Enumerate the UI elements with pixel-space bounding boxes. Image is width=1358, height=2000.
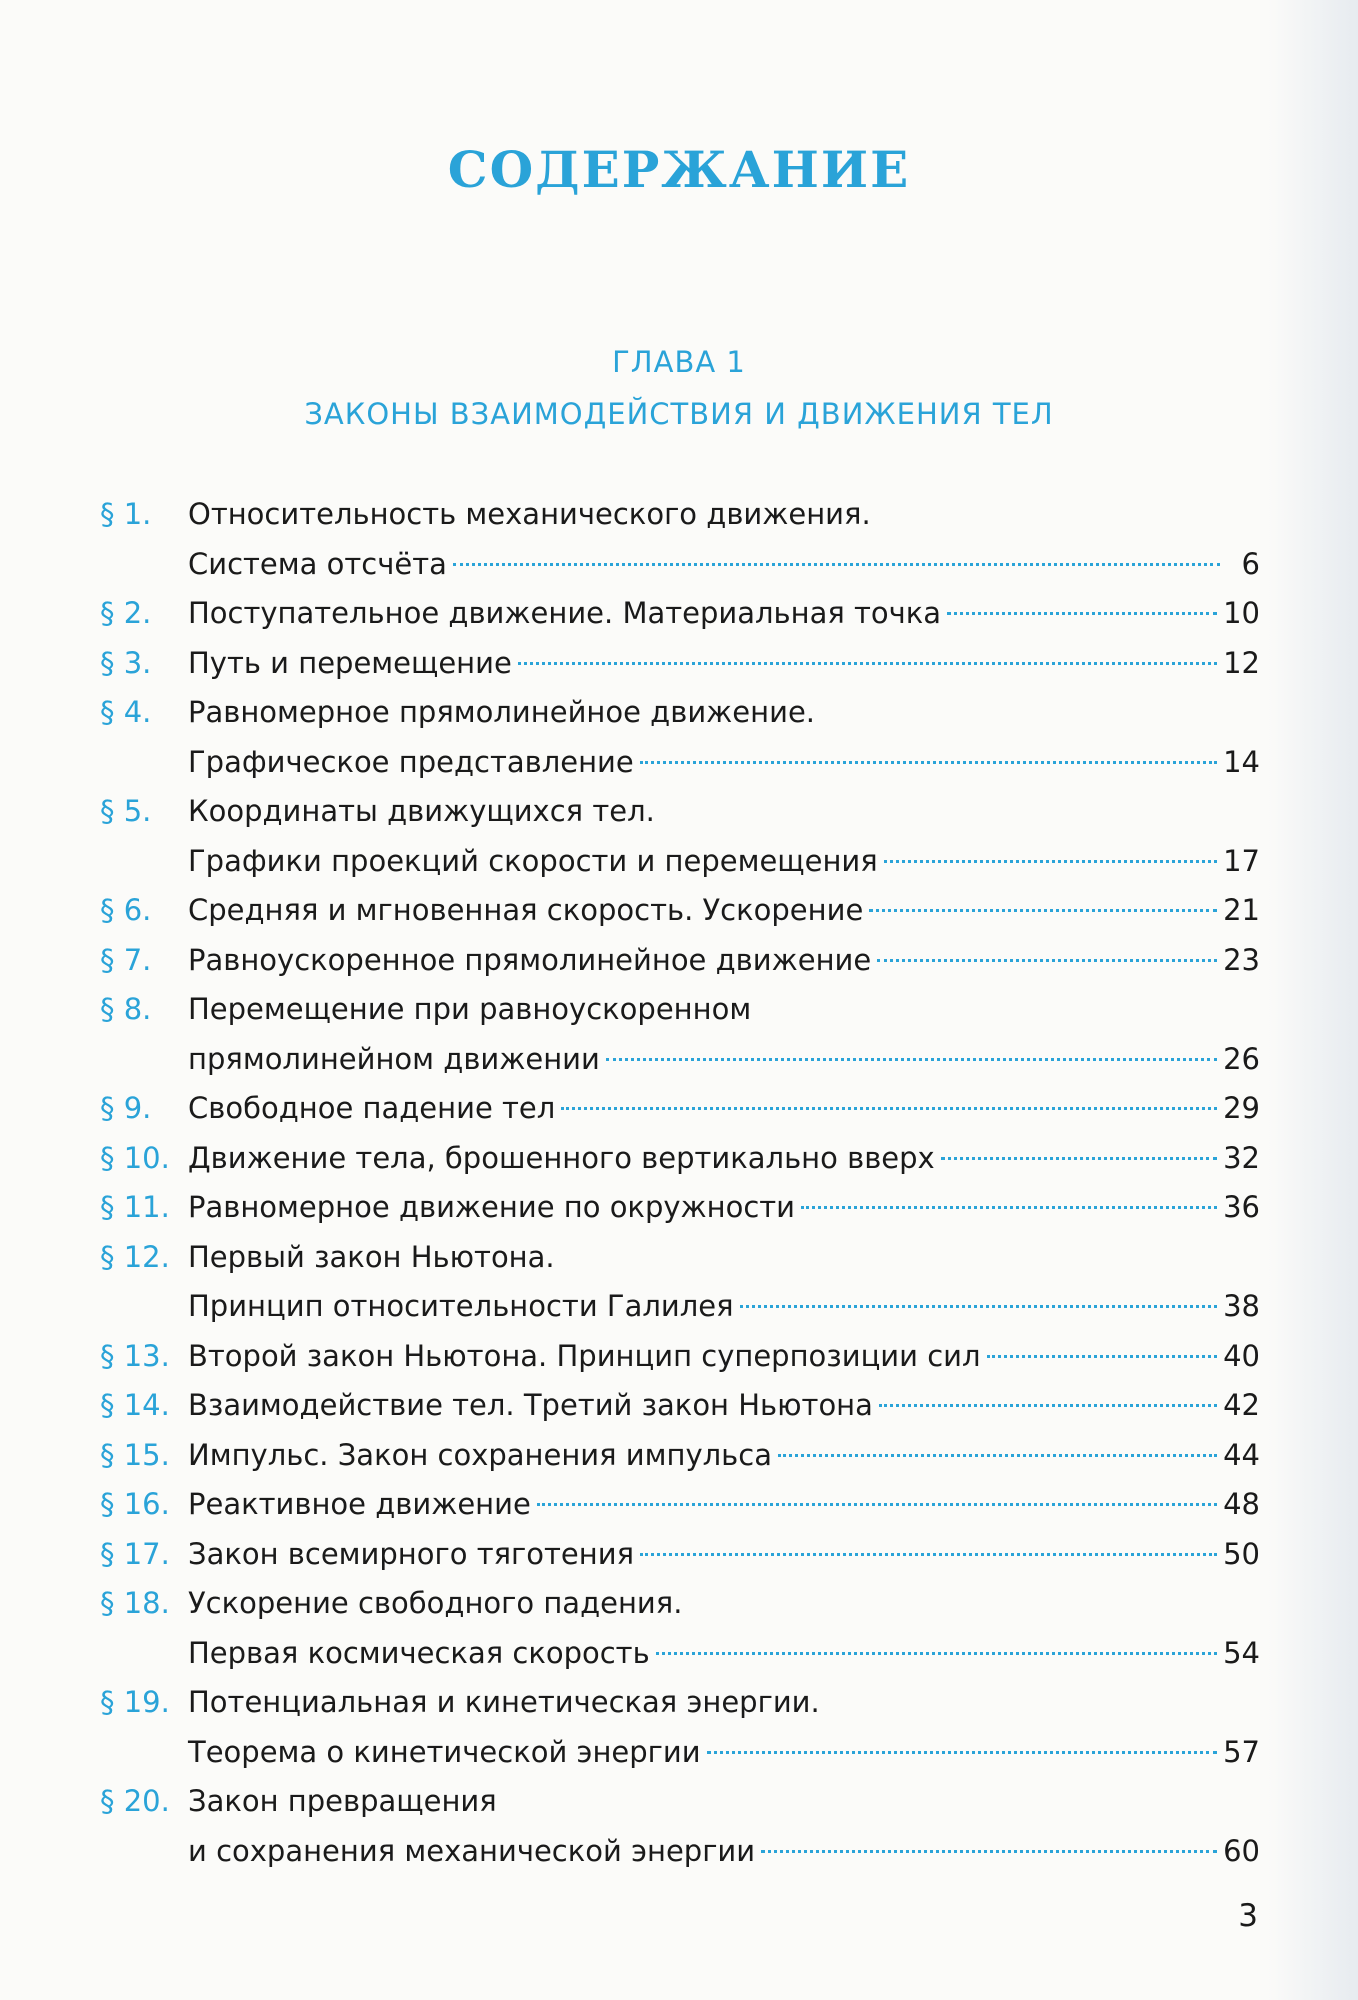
dot-leader (877, 959, 1217, 962)
section-title: Равноускоренное прямолинейное движение (188, 942, 872, 977)
toc-entry[interactable] (100, 688, 1260, 787)
section-number: § 16. (100, 1487, 170, 1521)
toc-entry-line (100, 1678, 1260, 1728)
section-number: § 4. (100, 695, 152, 729)
section-page-number: 60 (1223, 1833, 1260, 1868)
section-page-number: 12 (1223, 645, 1260, 680)
section-number: § 19. (100, 1685, 170, 1719)
toc-entry[interactable] (100, 1579, 1260, 1678)
toc-entry[interactable] (100, 1381, 1260, 1431)
section-title: Теорема о кинетической энергии (188, 1734, 701, 1769)
dot-leader (640, 1553, 1217, 1556)
toc-entry-line (100, 1728, 1260, 1778)
toc-entry[interactable] (100, 936, 1260, 986)
section-page-number: 10 (1223, 596, 1260, 630)
dot-leader (778, 1454, 1217, 1457)
toc-entry-line (100, 1381, 1260, 1431)
dot-leader (640, 761, 1217, 764)
section-title: Принцип относительности Галилея (188, 1289, 734, 1323)
section-title: Перемещение при равноускоренном (188, 992, 752, 1026)
section-page-number: 6 (1241, 546, 1260, 581)
toc-entry-line (100, 1233, 1260, 1283)
toc-entry[interactable] (100, 639, 1260, 689)
section-title: Закон превращения (188, 1784, 497, 1818)
section-number: § 12. (100, 1239, 170, 1274)
section-title: Первая космическая скорость (188, 1635, 650, 1670)
toc-entry[interactable] (100, 1134, 1260, 1184)
section-page-number: 42 (1223, 1388, 1260, 1422)
section-title: Второй закон Ньютона. Принцип суперпозиции сил (188, 1338, 981, 1373)
section-title: Свободное падение тел (188, 1091, 556, 1125)
toc-entry[interactable] (100, 787, 1260, 886)
toc-entry[interactable] (100, 886, 1260, 936)
section-page-number: 38 (1223, 1289, 1260, 1323)
toc-entry-line (100, 1530, 1260, 1580)
toc-entry-line (100, 1579, 1260, 1629)
toc-entry-line (100, 1431, 1260, 1481)
toc-entry-line (100, 1035, 1260, 1085)
toc-entry[interactable] (100, 490, 1260, 589)
page-number: 3 (1238, 1898, 1258, 1934)
toc-entry[interactable] (100, 1332, 1260, 1382)
section-number: § 9. (100, 1091, 152, 1125)
section-number: § 14. (100, 1388, 170, 1422)
toc-entry[interactable] (100, 1084, 1260, 1134)
section-number: § 5. (100, 794, 152, 828)
section-number: § 17. (100, 1536, 170, 1571)
section-title: Импульс. Закон сохранения импульса (188, 1437, 772, 1472)
section-title: Движение тела, брошенного вертикально вверх (188, 1140, 935, 1175)
section-page-number: 40 (1223, 1338, 1260, 1373)
toc-entry-line (100, 787, 1260, 837)
toc-entry-line (100, 985, 1260, 1035)
dot-leader (656, 1652, 1217, 1655)
section-page-number: 54 (1223, 1635, 1260, 1670)
toc-entry-line (100, 589, 1260, 639)
toc-entry-line (100, 540, 1260, 590)
section-title: и сохранения механической энергии (188, 1833, 756, 1868)
section-number: § 11. (100, 1190, 170, 1224)
section-number: § 3. (100, 645, 152, 680)
dot-leader (606, 1058, 1217, 1061)
dot-leader (987, 1355, 1218, 1358)
table-of-contents (100, 490, 1260, 1876)
section-title: Реактивное движение (188, 1487, 531, 1521)
toc-entry[interactable] (100, 1530, 1260, 1580)
section-number: § 15. (100, 1437, 170, 1472)
section-number: § 7. (100, 942, 152, 977)
toc-entry-line (100, 1183, 1260, 1233)
toc-entry-line (100, 936, 1260, 986)
toc-entry[interactable] (100, 1777, 1260, 1876)
toc-entry[interactable] (100, 1233, 1260, 1332)
dot-leader (879, 1404, 1217, 1407)
section-number: § 18. (100, 1586, 170, 1620)
section-number: § 13. (100, 1338, 170, 1373)
section-page-number: 17 (1223, 843, 1260, 878)
toc-entry-line (100, 1480, 1260, 1530)
toc-entry-line (100, 1827, 1260, 1877)
toc-entry-line (100, 688, 1260, 738)
chapter-number: ГЛАВА 1 (612, 345, 746, 379)
toc-entry[interactable] (100, 1480, 1260, 1530)
section-number: § 10. (100, 1140, 170, 1175)
section-number: § 20. (100, 1784, 170, 1818)
toc-entry[interactable] (100, 589, 1260, 639)
section-page-number: 50 (1223, 1536, 1260, 1571)
dot-leader (947, 612, 1217, 615)
toc-entry-line (100, 1332, 1260, 1382)
section-title: Средняя и мгновенная скорость. Ускорение (188, 893, 864, 927)
section-title: Равномерное движение по окружности (188, 1190, 796, 1224)
toc-entry-line (100, 1282, 1260, 1332)
toc-entry[interactable] (100, 1183, 1260, 1233)
dot-leader (941, 1157, 1217, 1160)
page-title: СОДЕРЖАНИЕ (447, 140, 911, 199)
dot-leader (518, 662, 1217, 665)
toc-entry-line (100, 1777, 1260, 1827)
toc-entry-line (100, 1084, 1260, 1134)
toc-entry[interactable] (100, 985, 1260, 1084)
section-number: § 6. (100, 893, 152, 927)
toc-entry-line (100, 1134, 1260, 1184)
section-page-number: 21 (1223, 893, 1260, 927)
toc-entry-line (100, 490, 1260, 540)
toc-entry[interactable] (100, 1678, 1260, 1777)
dot-leader (884, 860, 1217, 863)
toc-entry-line (100, 886, 1260, 936)
section-title: Потенциальная и кинетическая энергии. (188, 1685, 820, 1719)
section-title: Поступательное движение. Материальная точка (188, 596, 942, 630)
chapter-name: ЗАКОНЫ ВЗАИМОДЕЙСТВИЯ И ДВИЖЕНИЯ ТЕЛ (304, 397, 1054, 431)
toc-entry[interactable] (100, 1431, 1260, 1481)
section-number: § 8. (100, 992, 152, 1026)
toc-entry-line (100, 837, 1260, 887)
section-page-number: 32 (1223, 1140, 1260, 1175)
section-title: Графическое представление (188, 744, 634, 779)
dot-leader (801, 1206, 1217, 1209)
section-title: Первый закон Ньютона. (188, 1239, 555, 1274)
section-number: § 1. (100, 497, 152, 531)
dot-leader (740, 1305, 1218, 1308)
dot-leader (537, 1503, 1217, 1506)
section-page-number: 44 (1223, 1437, 1260, 1472)
section-page-number: 14 (1223, 744, 1260, 779)
toc-entry-line (100, 1629, 1260, 1679)
dot-leader (869, 909, 1217, 912)
dot-leader (453, 563, 1220, 566)
section-title: Ускорение свободного падения. (188, 1586, 683, 1620)
section-title: Система отсчёта (188, 546, 447, 581)
section-title: Графики проекций скорости и перемещения (188, 843, 878, 878)
section-title: Закон всемирного тяготения (188, 1536, 635, 1571)
dot-leader (761, 1850, 1217, 1853)
section-page-number: 48 (1223, 1487, 1260, 1521)
section-page-number: 57 (1223, 1734, 1260, 1769)
section-page-number: 26 (1223, 1041, 1260, 1076)
section-title: Равномерное прямолинейное движение. (188, 695, 815, 729)
section-page-number: 36 (1223, 1190, 1260, 1224)
dot-leader (707, 1751, 1218, 1754)
toc-entry-line (100, 639, 1260, 689)
section-title: Взаимодействие тел. Третий закон Ньютона (188, 1388, 873, 1422)
page-edge-shadow (1268, 0, 1358, 2000)
dot-leader (561, 1107, 1217, 1110)
section-page-number: 29 (1223, 1091, 1260, 1125)
section-title: Относительность механического движения. (188, 497, 871, 531)
section-title: Путь и перемещение (188, 645, 512, 680)
section-number: § 2. (100, 596, 152, 630)
section-title: Координаты движущихся тел. (188, 794, 655, 828)
toc-entry-line (100, 738, 1260, 788)
section-page-number: 23 (1223, 942, 1260, 977)
section-title: прямолинейном движении (188, 1041, 600, 1076)
